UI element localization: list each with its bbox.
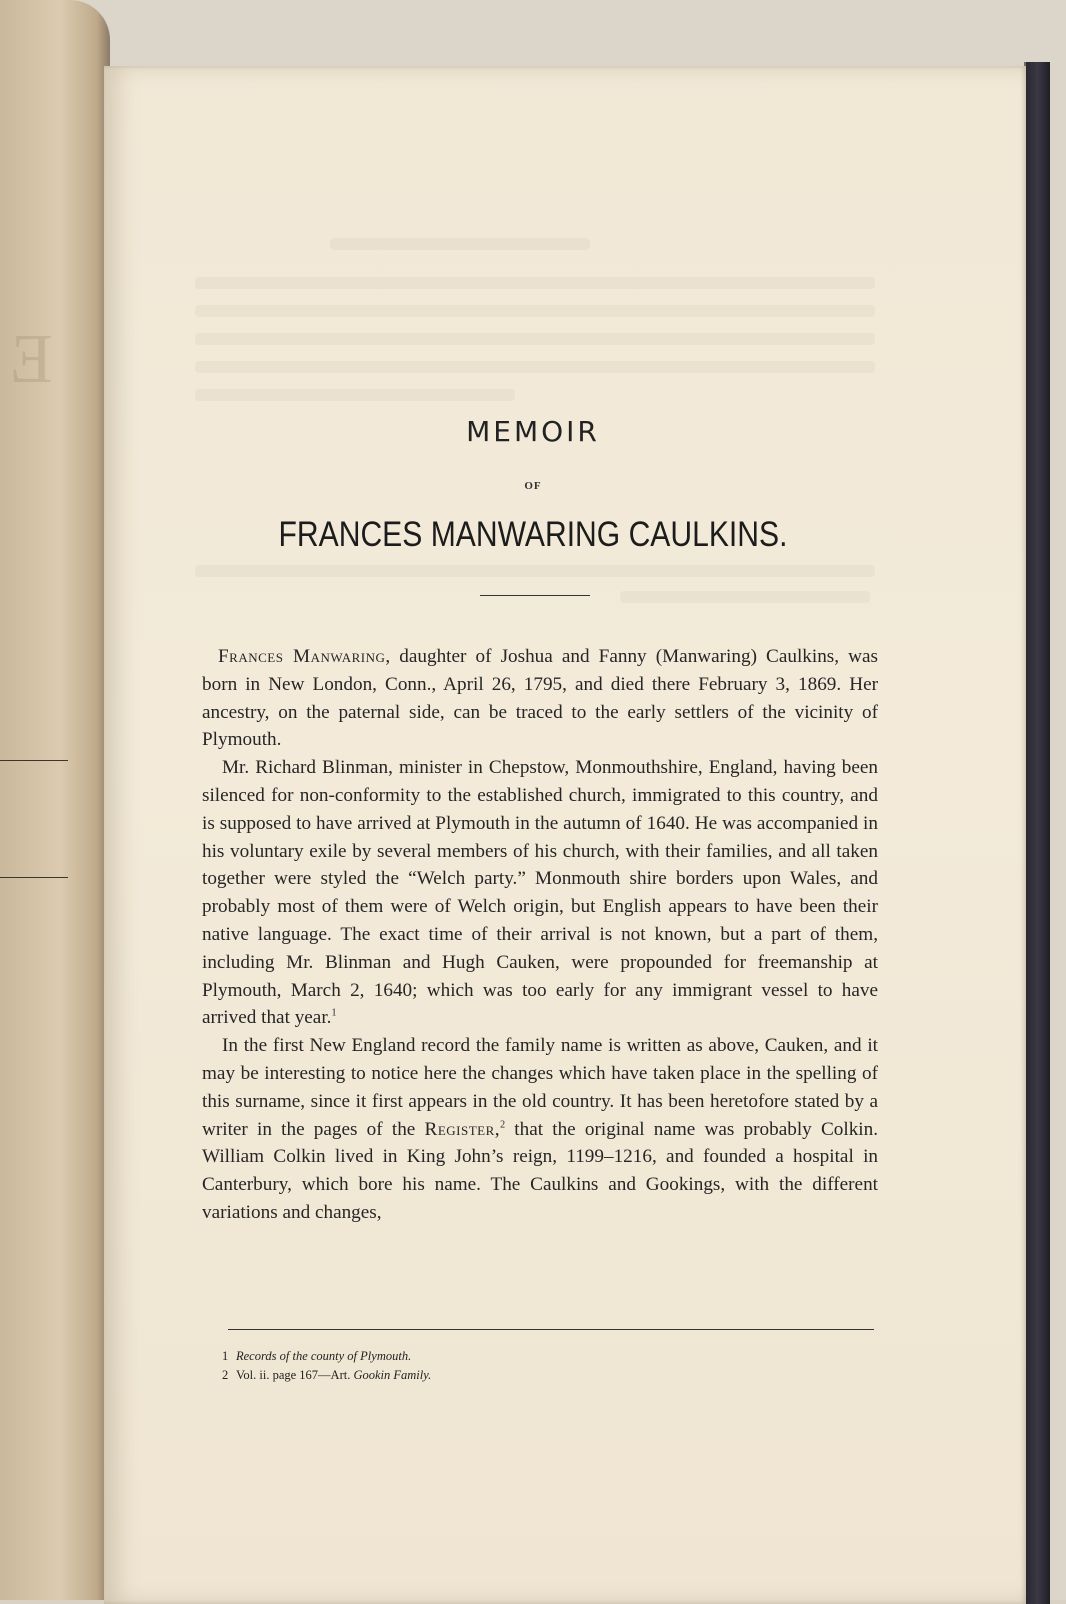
title-memoir: MEMOIR	[466, 415, 600, 448]
paragraph-text: that the original name was probably Colkin. William Colkin lived in King John’s reign, 1199–1216, and founded a hospital in Canterbury, which bore his name. The Caulkins and Gookings, with the different variations and changes,	[202, 1118, 879, 1223]
facing-page-rule	[0, 877, 68, 878]
footnote-ref: 2	[500, 1119, 506, 1131]
footnote-2	[222, 1366, 431, 1385]
title-subject-name: FRANCES MANWARING CAULKINS.	[278, 515, 788, 554]
paragraph-2	[202, 754, 878, 1032]
paragraph-1	[202, 643, 878, 754]
footnotes	[222, 1347, 431, 1385]
register-reference: Register,	[424, 1118, 501, 1140]
footnote-title: Gookin Family.	[353, 1368, 432, 1382]
paragraph-text: In the first New England record the family name is written as above, Cauken, and it may be interesting to notice here the changes which have taken place in the spelling of this surname, since it first appears in the old country. It has been heretofore stated by a writer in the pages of the	[202, 1035, 878, 1140]
facing-page-edge	[0, 0, 110, 1600]
show-through-line	[195, 277, 875, 289]
footnote-number: 1	[222, 1349, 229, 1363]
footnote-1	[222, 1347, 431, 1366]
facing-page-rule	[0, 760, 68, 761]
title-divider	[480, 595, 590, 596]
paragraph-3	[202, 1032, 878, 1227]
footnote-divider	[228, 1329, 874, 1330]
show-through-line	[195, 389, 515, 401]
paragraph-text: , daughter of Joshua and Fanny (Manwaring) Caulkins, was born in New London, Conn., April 26, 1795, and died there February 3, 1869. Her ancestry, on the paternal side, can be traced to the early settlers of the vicinity of Plymouth.	[202, 646, 879, 751]
book-cover-edge	[1026, 62, 1050, 1604]
footnote-ref: 1	[331, 1007, 337, 1019]
show-through-line	[195, 305, 875, 317]
memoir-body	[202, 643, 878, 1227]
title-of: OF	[524, 480, 542, 492]
footnote-text: Records of the county of Plymouth.	[236, 1349, 412, 1363]
footnote-text: Vol. ii. page 167—Art.	[236, 1368, 354, 1382]
facing-page-showthrough: E	[10, 321, 53, 398]
footnote-number: 2	[222, 1368, 229, 1382]
show-through-line	[620, 591, 870, 603]
paragraph-text: Mr. Richard Blinman, minister in Chepstow, Monmouthshire, England, having been silenced for non-conformity to the established church, immigrated to this country, and is supposed to have arrived at Plymouth in the autumn of 1640. He was accompanied in his voluntary exile by several members of his church, with their families, and all taken together were styled the “Welch party.” Monmouth shire borders upon Wales, and probably most of them were of Welch origin, but English appears to have been their native language. The exact time of their arrival is not known, but a part of them, including Mr. Blinman and Hugh Cauken, were propounded for freemanship at Plymouth, March 2, 1640; which was too early for any immigrant vessel to have arrived that year.	[202, 757, 878, 1029]
show-through-line	[195, 565, 875, 577]
show-through-line	[195, 361, 875, 373]
lead-in-name: Frances Manwaring	[218, 646, 386, 667]
show-through-line	[330, 238, 590, 250]
show-through-line	[195, 333, 875, 345]
